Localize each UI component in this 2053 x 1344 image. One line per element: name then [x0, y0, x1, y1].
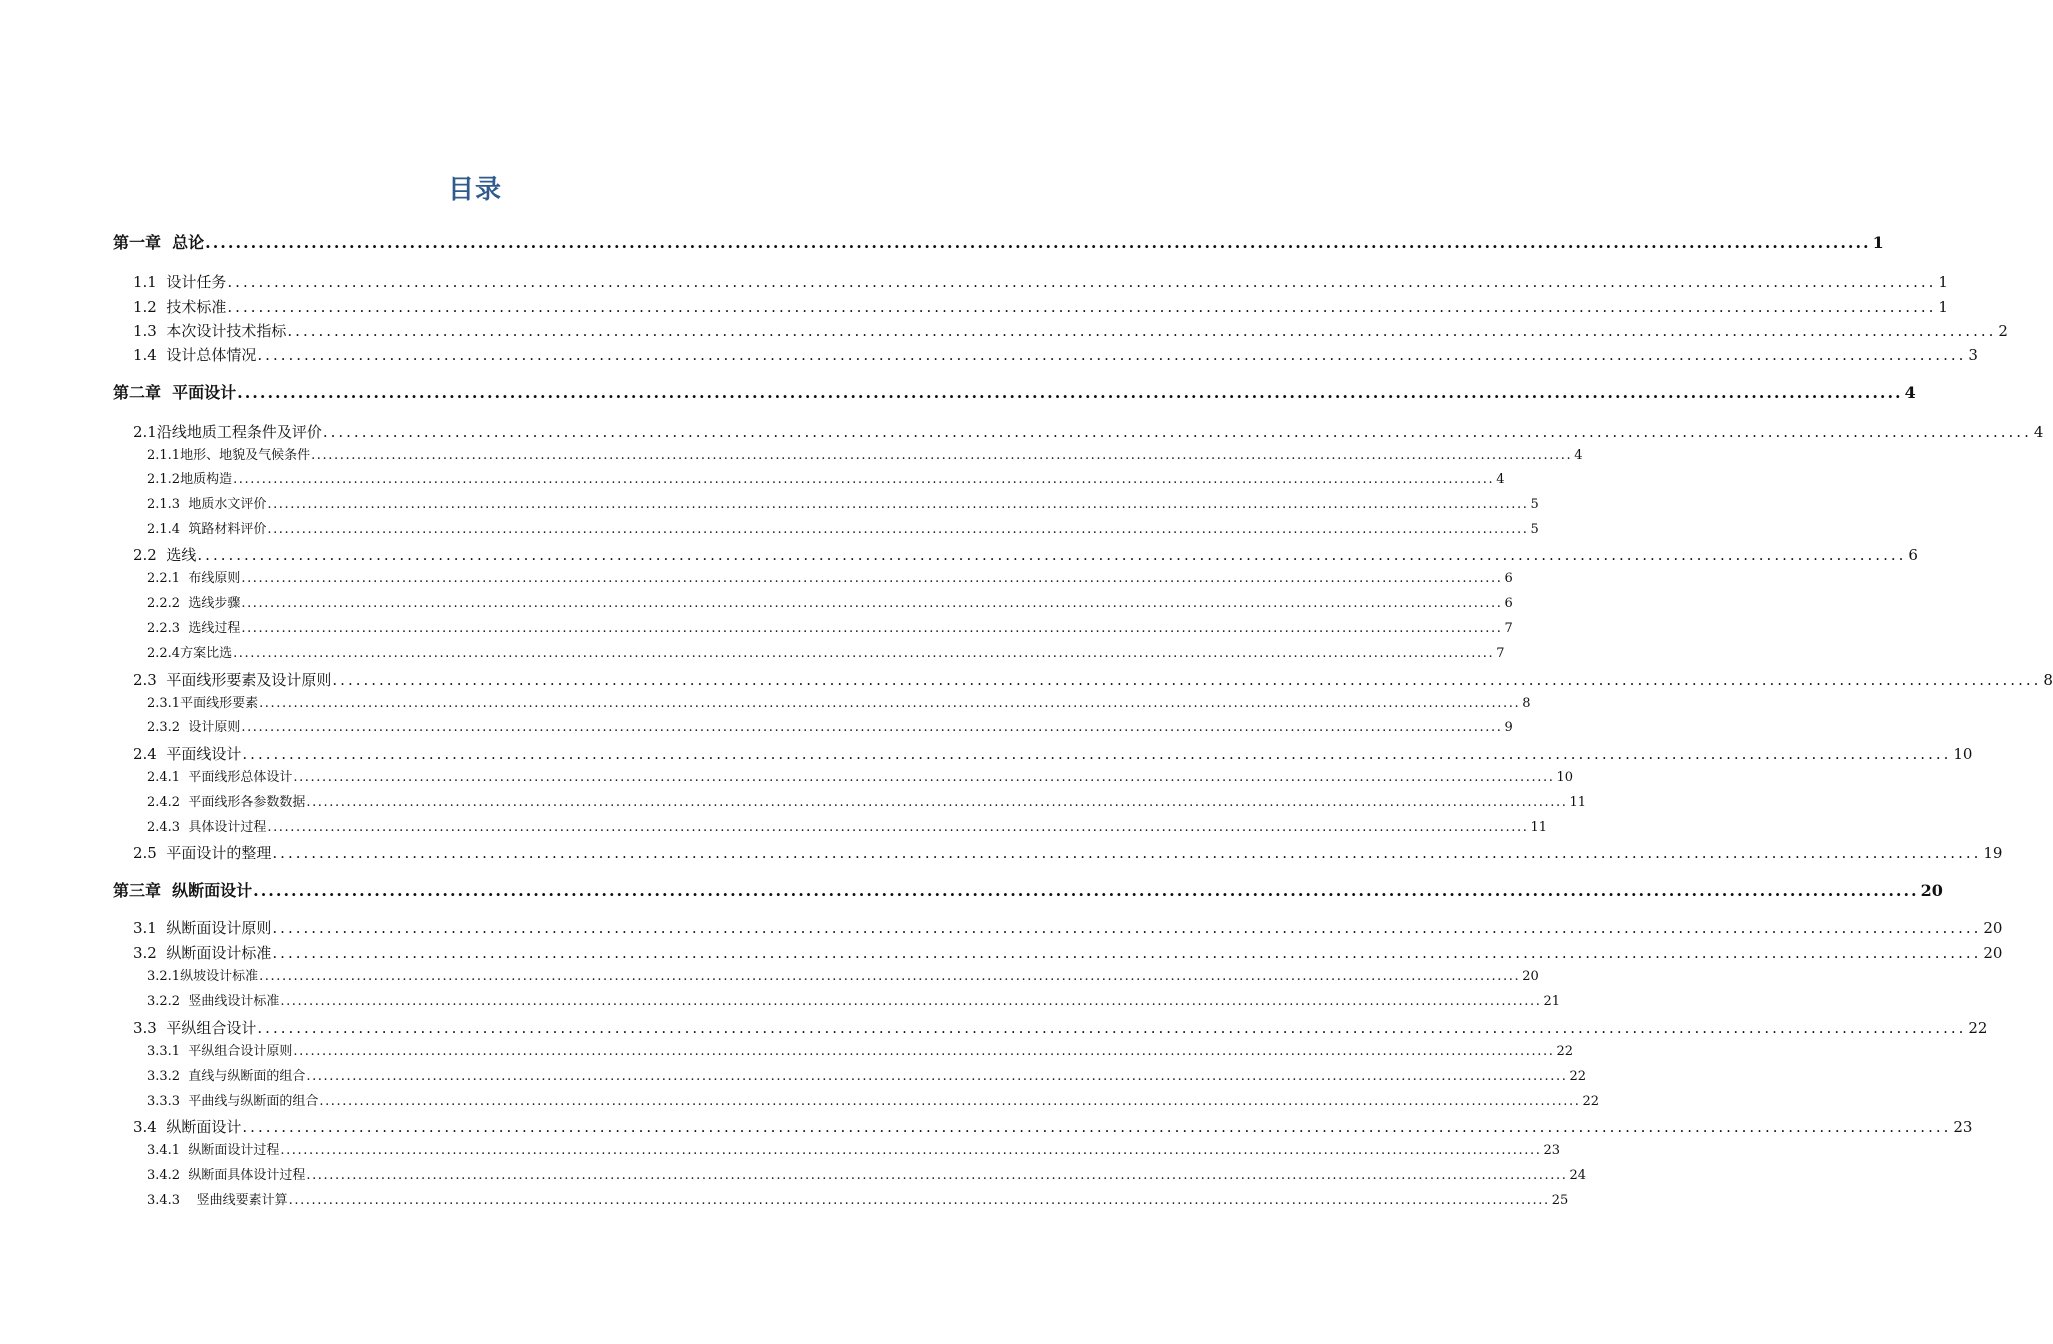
toc-entry-title: 3.4.3 竖曲线要素计算: [147, 1193, 288, 1208]
toc-dot-leader: ............................................................................................................................................................................................................................: [205, 233, 1871, 252]
toc-entry[interactable]: [133, 1117, 1973, 1137]
toc-entry[interactable]: [147, 645, 1505, 663]
toc-entry[interactable]: [147, 719, 1513, 737]
toc-dot-leader: ............................................................................................................................................................................................................................: [233, 472, 1495, 487]
toc-entry[interactable]: [147, 1192, 1569, 1210]
toc-page-number: 3: [1968, 346, 1978, 364]
toc-dot-leader: ............................................................................................................................................................................................................................: [242, 1118, 1952, 1136]
toc-page-number: 1: [1938, 273, 1948, 291]
toc-page-number: 1: [1938, 298, 1948, 316]
toc-entry[interactable]: [147, 993, 1560, 1011]
toc-page-number: 19: [1983, 844, 2003, 862]
toc-page-number: 20: [1983, 919, 2003, 937]
toc-entry-title: 3.2.1纵坡设计标准: [147, 969, 259, 984]
toc-entry-title: 3.3 平纵组合设计: [133, 1019, 257, 1037]
toc-dot-leader: ............................................................................................................................................................................................................................: [293, 1044, 1555, 1059]
toc-entry-title: 2.3.1平面线形要素: [147, 696, 259, 711]
toc-entry[interactable]: [147, 769, 1573, 787]
toc-page-number: 10: [1953, 745, 1973, 763]
toc-entry[interactable]: [147, 819, 1547, 837]
toc-page-number: 20: [1983, 944, 2003, 962]
toc-dot-leader: ............................................................................................................................................................................................................................: [287, 322, 1997, 340]
toc-entry-title: 3.3.2 直线与纵断面的组合: [147, 1069, 306, 1084]
toc-page-number: 22: [1556, 1044, 1573, 1059]
toc-dot-leader: ............................................................................................................................................................................................................................: [319, 1094, 1581, 1109]
toc-page-number: 11: [1569, 795, 1586, 810]
toc-entry-title: 2.2 选线: [133, 546, 197, 564]
toc-dot-leader: ............................................................................................................................................................................................................................: [322, 423, 2032, 441]
toc-entry[interactable]: [147, 496, 1539, 514]
toc-dot-leader: ............................................................................................................................................................................................................................: [259, 696, 1521, 711]
toc-page-number: 23: [1543, 1143, 1560, 1158]
toc-dot-leader: ............................................................................................................................................................................................................................: [332, 671, 2042, 689]
toc-entry[interactable]: [133, 943, 2003, 963]
toc-dot-leader: ............................................................................................................................................................................................................................: [306, 795, 1568, 810]
toc-entry[interactable]: [133, 670, 2053, 690]
toc-title: 目录: [447, 175, 502, 205]
toc-entry-title: 2.3 平面线形要素及设计原则: [133, 671, 332, 689]
toc-entry-title: 2.2.3 选线过程: [147, 621, 241, 636]
toc-entry-title: 2.5 平面设计的整理: [133, 844, 272, 862]
toc-dot-leader: ............................................................................................................................................................................................................................: [227, 273, 1937, 291]
toc-dot-leader: ............................................................................................................................................................................................................................: [197, 546, 1907, 564]
toc-entry[interactable]: [147, 521, 1539, 539]
toc-entry-title: 2.1.4 筑路材料评价: [147, 522, 267, 537]
toc-dot-leader: ............................................................................................................................................................................................................................: [241, 596, 1503, 611]
toc-entry[interactable]: [147, 1093, 1599, 1111]
toc-entry[interactable]: [147, 695, 1531, 713]
toc-entry[interactable]: [147, 620, 1513, 638]
toc-page-number: 4: [1904, 383, 1916, 402]
toc-dot-leader: ............................................................................................................................................................................................................................: [257, 346, 1967, 364]
toc-page-number: 6: [1504, 596, 1513, 611]
toc-dot-leader: ............................................................................................................................................................................................................................: [288, 1193, 1550, 1208]
toc-page-number: 22: [1582, 1094, 1599, 1109]
toc-page-number: 5: [1530, 497, 1539, 512]
toc-entry-title: 3.2.2 竖曲线设计标准: [147, 994, 280, 1009]
toc-dot-leader: ............................................................................................................................................................................................................................: [257, 1019, 1967, 1037]
toc-page-number: 6: [1908, 546, 1918, 564]
toc-entry[interactable]: [147, 1142, 1560, 1160]
toc-dot-leader: ............................................................................................................................................................................................................................: [280, 994, 1542, 1009]
toc-page-number: 20: [1522, 969, 1539, 984]
toc-entry-title: 3.4 纵断面设计: [133, 1118, 242, 1136]
toc-entry-title: 3.3.1 平纵组合设计原则: [147, 1044, 293, 1059]
toc-dot-leader: ............................................................................................................................................................................................................................: [272, 919, 1982, 937]
toc-entry[interactable]: [147, 1043, 1573, 1061]
toc-entry[interactable]: [147, 447, 1583, 465]
toc-entry-title: 3.3.3 平曲线与纵断面的组合: [147, 1094, 319, 1109]
toc-entry-title: 2.3.2 设计原则: [147, 720, 241, 735]
toc-entry[interactable]: [133, 545, 1918, 565]
toc-entry-title: 2.4 平面线设计: [133, 745, 242, 763]
toc-page-number: 20: [1920, 881, 1943, 900]
toc-dot-leader: ............................................................................................................................................................................................................................: [311, 448, 1573, 463]
toc-entry[interactable]: [113, 881, 1943, 901]
toc-page-number: 22: [1968, 1019, 1988, 1037]
toc-entry[interactable]: [147, 968, 1539, 986]
toc-page-number: 7: [1504, 621, 1513, 636]
toc-dot-leader: ............................................................................................................................................................................................................................: [267, 522, 1529, 537]
toc-page-number: 25: [1551, 1193, 1569, 1208]
toc-dot-leader: ............................................................................................................................................................................................................................: [227, 298, 1937, 316]
toc-entry[interactable]: [133, 918, 2003, 938]
toc-entry-title: 2.2.4方案比选: [147, 646, 233, 661]
toc-dot-leader: ............................................................................................................................................................................................................................: [259, 969, 1521, 984]
toc-page-number: 24: [1569, 1168, 1586, 1183]
toc-entry-title: 2.2.2 选线步骤: [147, 596, 241, 611]
toc-dot-leader: ............................................................................................................................................................................................................................: [267, 820, 1529, 835]
toc-dot-leader: ............................................................................................................................................................................................................................: [280, 1143, 1542, 1158]
toc-page-number: 7: [1496, 646, 1505, 661]
toc-page-number: 11: [1530, 820, 1547, 835]
toc-dot-leader: ............................................................................................................................................................................................................................: [267, 497, 1529, 512]
toc-entry-title: 2.4.3 具体设计过程: [147, 820, 267, 835]
toc-page-number: 5: [1530, 522, 1539, 537]
toc-dot-leader: ............................................................................................................................................................................................................................: [237, 383, 1903, 402]
toc-entry-title: 2.4.2 平面线形各参数数据: [147, 795, 306, 810]
toc-entry[interactable]: [133, 1018, 1988, 1038]
toc-page-number: 4: [2033, 423, 2044, 441]
toc-entry[interactable]: [133, 297, 1948, 317]
toc-entry[interactable]: [133, 345, 1978, 365]
toc-page-number: 21: [1543, 994, 1560, 1009]
toc-dot-leader: ............................................................................................................................................................................................................................: [241, 571, 1503, 586]
toc-page-number: 1: [1872, 233, 1884, 252]
toc-page-number: 10: [1556, 770, 1573, 785]
toc-dot-leader: ............................................................................................................................................................................................................................: [306, 1168, 1568, 1183]
toc-dot-leader: ............................................................................................................................................................................................................................: [293, 770, 1555, 785]
toc-dot-leader: ............................................................................................................................................................................................................................: [241, 621, 1503, 636]
toc-entry[interactable]: [133, 744, 1973, 764]
toc-dot-leader: ............................................................................................................................................................................................................................: [272, 844, 1982, 862]
toc-entry-title: 3.4.2 纵断面具体设计过程: [147, 1168, 306, 1183]
toc-page-number: 23: [1953, 1118, 1973, 1136]
toc-entry[interactable]: [147, 1167, 1586, 1185]
toc-entry-title: 1.2 技术标准: [133, 298, 227, 316]
toc-entry-title: 1.3 本次设计技术指标: [133, 322, 287, 340]
toc-entry-title: 2.1.3 地质水文评价: [147, 497, 267, 512]
toc-entry[interactable]: [133, 843, 2003, 863]
toc-entry[interactable]: [147, 595, 1513, 613]
toc-entry[interactable]: [113, 233, 1884, 253]
toc-entry-title: 3.4.1 纵断面设计过程: [147, 1143, 280, 1158]
toc-entry-title: 2.1.2地质构造: [147, 472, 233, 487]
toc-dot-leader: ............................................................................................................................................................................................................................: [242, 745, 1952, 763]
toc-page-number: 8: [2043, 671, 2053, 689]
toc-entry-title: 2.2.1 布线原则: [147, 571, 241, 586]
toc-entry-title: 第一章 总论: [113, 233, 205, 252]
toc-page-number: 22: [1569, 1069, 1586, 1084]
toc-entry[interactable]: [147, 570, 1513, 588]
toc-dot-leader: ............................................................................................................................................................................................................................: [241, 720, 1503, 735]
toc-entry[interactable]: [133, 422, 2044, 442]
toc-entry[interactable]: [147, 794, 1586, 812]
toc-entry-title: 1.1 设计任务: [133, 273, 227, 291]
toc-entry-title: 1.4 设计总体情况: [133, 346, 257, 364]
toc-dot-leader: ............................................................................................................................................................................................................................: [253, 881, 1919, 900]
toc-page-number: 6: [1504, 571, 1513, 586]
toc-entry[interactable]: [147, 1068, 1586, 1086]
toc-entry-title: 3.2 纵断面设计标准: [133, 944, 272, 962]
toc-entry-title: 2.4.1 平面线形总体设计: [147, 770, 293, 785]
toc-entry[interactable]: [133, 321, 2008, 341]
toc-entry[interactable]: [133, 272, 1948, 292]
toc-entry-title: 第二章 平面设计: [113, 383, 237, 402]
toc-entry[interactable]: [147, 471, 1505, 489]
toc-dot-leader: ............................................................................................................................................................................................................................: [272, 944, 1982, 962]
toc-entry-title: 第三章 纵断面设计: [113, 881, 253, 900]
toc-page-number: 9: [1504, 720, 1513, 735]
toc-page-number: 8: [1522, 696, 1531, 711]
toc-page-number: 4: [1574, 448, 1583, 463]
toc-dot-leader: ............................................................................................................................................................................................................................: [306, 1069, 1568, 1084]
toc-entry-title: 3.1 纵断面设计原则: [133, 919, 272, 937]
toc-page-number: 4: [1496, 472, 1505, 487]
toc-dot-leader: ............................................................................................................................................................................................................................: [233, 646, 1495, 661]
toc-entry[interactable]: [113, 383, 1916, 403]
toc-page-number: 2: [1998, 322, 2008, 340]
toc-entry-title: 2.1.1地形、地貌及气候条件: [147, 448, 311, 463]
toc-entry-title: 2.1沿线地质工程条件及评价: [133, 423, 322, 441]
